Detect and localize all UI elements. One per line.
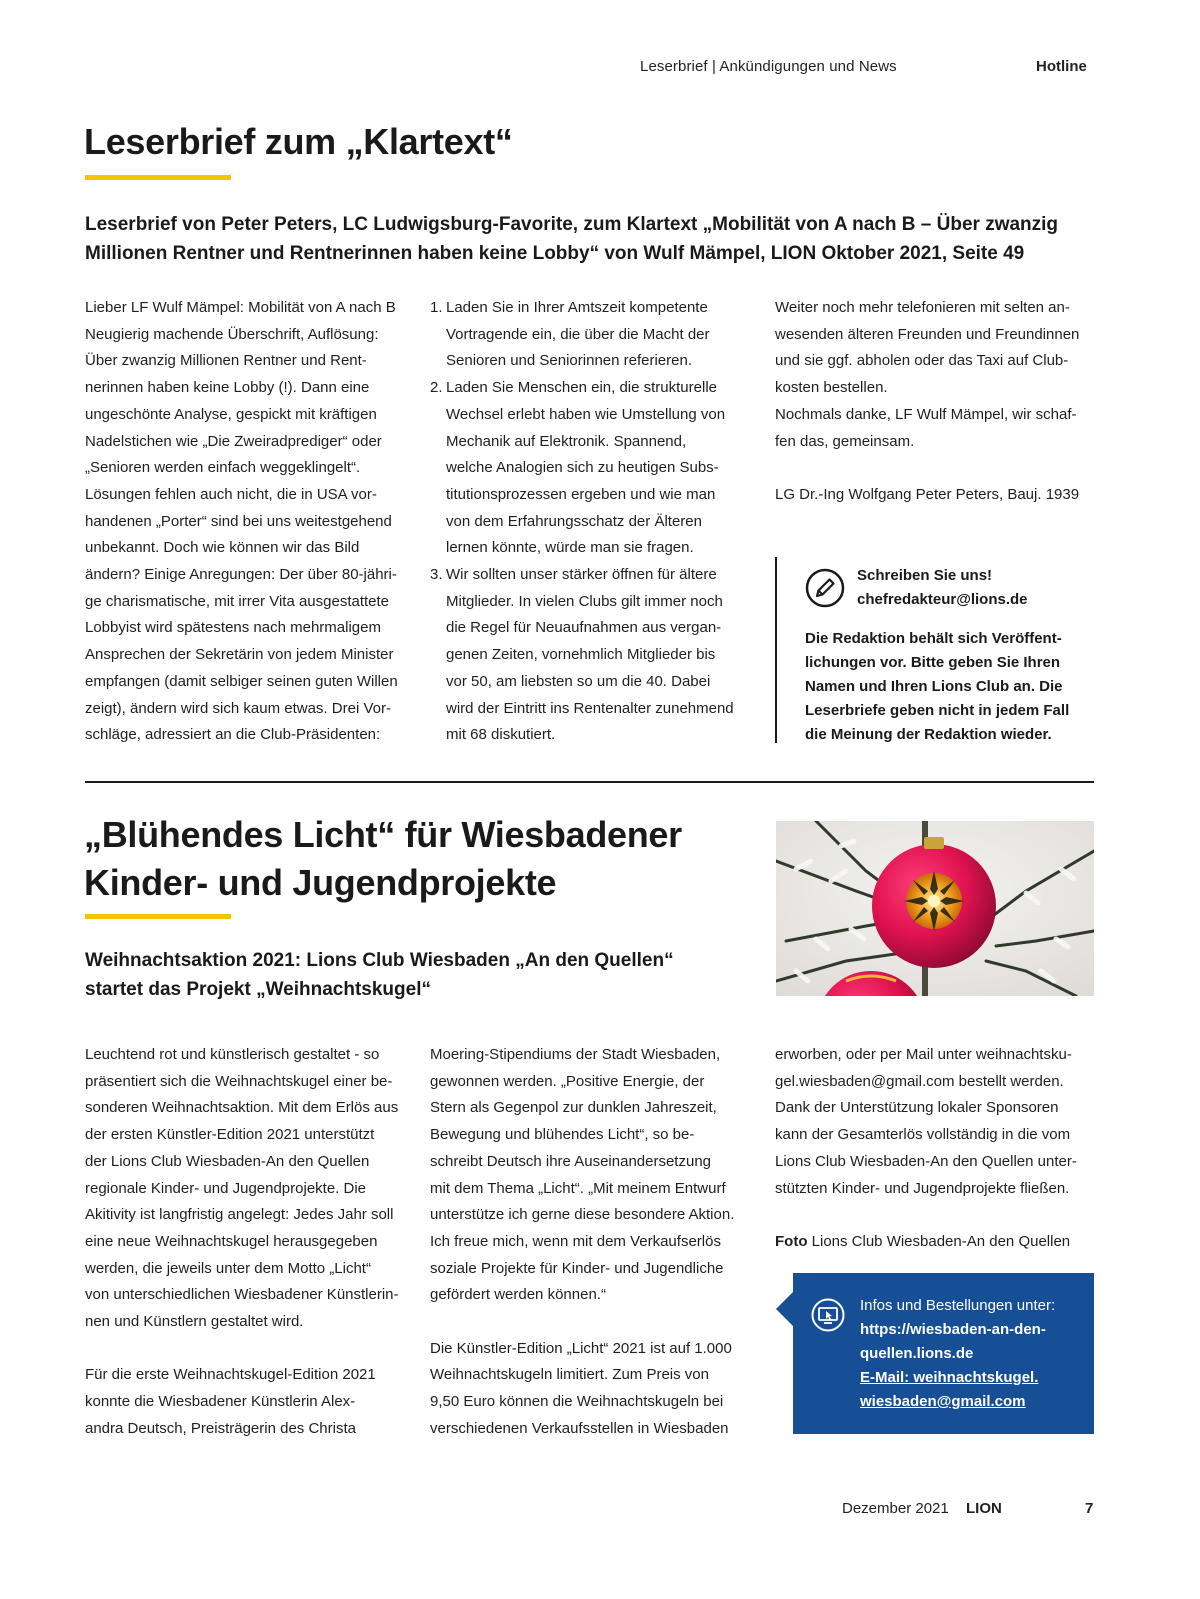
text-line: nen und Künstlern gestaltet wird. bbox=[85, 1313, 304, 1331]
url-line: quellen.lions.de bbox=[860, 1345, 974, 1362]
text-line: Namen und Ihren Lions Club an. Die bbox=[805, 678, 1063, 695]
text-line: soziale Projekte für Kinder- und Jugendliche bbox=[430, 1259, 724, 1277]
article2-column-3 bbox=[775, 1042, 1100, 1256]
text-line: Über zwanzig Millionen Rentner und Rent- bbox=[85, 352, 367, 370]
text-line: wird der Eintritt ins Rentenalter zunehmend bbox=[446, 699, 734, 717]
text-line: die Regel für Neuaufnahmen aus vergan- bbox=[446, 619, 722, 637]
text-line: Moering-Stipendiums der Stadt Wiesbaden, bbox=[430, 1046, 721, 1063]
lead-line: Millionen Rentner und Rentnerinnen haben keine Lobby“ von Wulf Mämpel, LION Oktober 2021, Seite 49 bbox=[85, 243, 1025, 264]
footer-brand: LION bbox=[966, 1500, 1002, 1517]
text-line: handenen „Porter“ sind bei uns weitestgehend bbox=[85, 512, 392, 530]
text-line: Die Redaktion behält sich Veröffent- bbox=[805, 630, 1062, 647]
text-line: von dem Erfahrungsschatz der Älteren bbox=[446, 512, 702, 530]
text-line: Für die erste Weihnachtskugel-Edition 2021 bbox=[85, 1366, 376, 1384]
text-line: fen das, gemeinsam. bbox=[775, 432, 915, 450]
text-line: Leserbriefe geben nicht in jedem Fall bbox=[805, 702, 1070, 719]
text-line: Laden Sie Menschen ein, die strukturelle bbox=[446, 379, 717, 397]
pencil-icon bbox=[805, 568, 845, 608]
text-line: stützten Kinder- und Jugendprojekte fließen. bbox=[775, 1179, 1070, 1197]
text-line: Vortragende ein, die über die Macht der bbox=[446, 325, 710, 343]
text-line: unbekannt. Doch wie können wir das Bild bbox=[85, 539, 360, 557]
text-line: empfangen (damit selbiger seinen guten Willen bbox=[85, 672, 398, 690]
text-line: lichungen vor. Bitte geben Sie Ihren bbox=[805, 654, 1061, 671]
article1-column-1 bbox=[85, 295, 415, 749]
text-line: nerinnen haben keine Lobby (!). Dann eine bbox=[85, 379, 370, 397]
text-line: Bewegung und blühendes Licht“, so be- bbox=[430, 1126, 695, 1144]
info-intro: Infos und Bestellungen unter: bbox=[860, 1297, 1056, 1314]
footer-issue: Dezember 2021 bbox=[842, 1500, 949, 1517]
text-line: welche Analogien sich zu heutigen Subs- bbox=[446, 459, 719, 477]
order-info-text bbox=[860, 1294, 1085, 1414]
text-line: kann der Gesamterlös vollständig in die vom bbox=[775, 1126, 1071, 1144]
note-title: Schreiben Sie uns! bbox=[857, 567, 993, 584]
text-line: Lieber LF Wulf Mämpel: Mobilität von A nach B bbox=[85, 299, 396, 316]
list-number: 1. bbox=[430, 299, 443, 316]
ornament-image bbox=[776, 821, 1094, 996]
text-line: Mitglieder. In vielen Clubs gilt immer noch bbox=[446, 592, 723, 610]
article2-lead bbox=[85, 946, 765, 1004]
article2-title bbox=[84, 811, 764, 907]
lead-line: Weihnachtsaktion 2021: Lions Club Wiesbaden „An den Quellen“ bbox=[85, 950, 674, 971]
list-number: 3. bbox=[430, 566, 443, 584]
text-line: kosten bestellen. bbox=[775, 379, 888, 397]
list-item bbox=[430, 295, 765, 375]
text-line: Stern als Gegenpol zur dunklen Jahreszeit, bbox=[430, 1099, 717, 1117]
title-line: „Blühendes Licht“ für Wiesbadener bbox=[84, 814, 682, 855]
text-line: gefördert werden können.“ bbox=[430, 1286, 606, 1304]
text-line: 9,50 Euro können die Weihnachtskugeln bei bbox=[430, 1393, 724, 1411]
article2-column-1 bbox=[85, 1042, 415, 1443]
list-item bbox=[430, 562, 765, 749]
hotline-label: Hotline bbox=[1036, 58, 1087, 75]
text-line: schreibt Deutsch ihre Auseinandersetzung bbox=[430, 1152, 712, 1170]
url-line: https://wiesbaden-an-den- bbox=[860, 1321, 1046, 1338]
text-line: erworben, oder per Mail unter weihnachtsku- bbox=[775, 1046, 1072, 1063]
text-line: unterstütze ich gerne diese besondere Aktion. bbox=[430, 1206, 735, 1224]
text-line: Weihnachtskugeln limitiert. Zum Preis von bbox=[430, 1366, 709, 1384]
text-line: der ersten Künstler-Edition 2021 unterstützt bbox=[85, 1126, 375, 1144]
text-line: Ansprechen der Sekretärin von jedem Minister bbox=[85, 646, 394, 664]
order-info-box bbox=[793, 1273, 1094, 1434]
text-line: Die Künstler-Edition „Licht“ 2021 ist auf 1.000 bbox=[430, 1339, 732, 1357]
text-line: gewonnen werden. „Positive Energie, der bbox=[430, 1072, 705, 1090]
info-email-link[interactable] bbox=[860, 1366, 1085, 1414]
text-line: Lösungen fehlen auch nicht, die in USA vor- bbox=[85, 485, 377, 503]
text-line: Mechanik auf Elektronik. Spannend, bbox=[446, 432, 687, 450]
text-line: die Meinung der Redaktion wieder. bbox=[805, 726, 1052, 743]
list-number: 2. bbox=[430, 379, 443, 397]
text-line: der Lions Club Wiesbaden-An den Quellen bbox=[85, 1152, 370, 1170]
note-body bbox=[805, 627, 1105, 747]
article1-numbered-list bbox=[430, 295, 765, 749]
photo-credit bbox=[775, 1229, 1100, 1256]
text-line: regionale Kinder- und Jugendprojekte. Die bbox=[85, 1179, 367, 1197]
text-line: zeigt), ändern wird sich kaum etwas. Drei Vor- bbox=[85, 699, 391, 717]
text-line: sonderen Weihnachtsaktion. Mit dem Erlös aus bbox=[85, 1099, 399, 1117]
text-line: verschiedenen Verkaufsstellen in Wiesbaden bbox=[430, 1419, 729, 1437]
note-email-link[interactable]: chefredakteur@lions.de bbox=[857, 591, 1028, 608]
text-line: ungeschönte Analyse, gespickt mit kräftigen bbox=[85, 405, 377, 423]
text-line: mit dem Thema „Licht“. „Mit meinem Entwurf bbox=[430, 1179, 726, 1197]
lead-line: Leserbrief von Peter Peters, LC Ludwigsburg-Favorite, zum Klartext „Mobilität von A nach B – Über zwanzig bbox=[85, 214, 1059, 235]
email-line: E-Mail: weihnachtskugel. bbox=[860, 1369, 1039, 1386]
text-line: „Senioren werden einfach weggeklingelt“. bbox=[85, 459, 361, 477]
photo-credit-label: Foto bbox=[775, 1232, 808, 1250]
text-line: mit 68 diskutiert. bbox=[446, 726, 556, 744]
title-accent-bar bbox=[85, 914, 231, 919]
computer-click-icon bbox=[811, 1298, 845, 1332]
text-line: werden, die jeweils unter dem Motto „Licht“ bbox=[85, 1259, 371, 1277]
text-line: Weiter noch mehr telefonieren mit selten an- bbox=[775, 299, 1070, 316]
text-line: wesenden älteren Freunden und Freundinnen bbox=[775, 325, 1080, 343]
title-line: Kinder- und Jugendprojekte bbox=[84, 862, 557, 903]
section-divider bbox=[85, 781, 1094, 783]
photo-credit-text: Lions Club Wiesbaden-An den Quellen bbox=[807, 1232, 1071, 1250]
text-line: konnte die Wiesbadener Künstlerin Alex- bbox=[85, 1393, 356, 1411]
text-line: Neugierig machende Überschrift, Auflösung: bbox=[85, 325, 379, 343]
text-line: Wir sollten unser stärker öffnen für ältere bbox=[446, 566, 717, 584]
text-line: schläge, adressiert an die Club-Präsidenten: bbox=[85, 726, 381, 744]
text-line: ändern? Einige Anregungen: Der über 80-jähri- bbox=[85, 566, 397, 584]
text-line: präsentiert sich die Weihnachtskugel einer be- bbox=[85, 1072, 393, 1090]
text-line: Nochmals danke, LF Wulf Mämpel, wir schaf- bbox=[775, 405, 1077, 423]
article1-column-3 bbox=[775, 295, 1100, 509]
text-line: Senioren und Seniorinnen referieren. bbox=[446, 352, 692, 370]
list-item bbox=[430, 375, 765, 562]
text-line: ge charismatische, mit irrer Vita ausgestattete bbox=[85, 592, 390, 610]
text-line: von unterschiedlichen Wiesbadener Künstlerin- bbox=[85, 1286, 399, 1304]
text-line: vor 50, am liebsten so um die 40. Dabei bbox=[446, 672, 711, 690]
text-line: andra Deutsch, Preisträgerin des Christa bbox=[85, 1419, 356, 1437]
text-line: Leuchtend rot und künstlerisch gestaltet - so bbox=[85, 1046, 380, 1063]
text-line: und sie ggf. abholen oder das Taxi auf Club- bbox=[775, 352, 1069, 370]
lead-line: startet das Projekt „Weihnachtskugel“ bbox=[85, 979, 431, 1000]
article1-title: Leserbrief zum „Klartext“ bbox=[84, 121, 513, 162]
letter-signature: LG Dr.-Ing Wolfgang Peter Peters, Bauj. 1939 bbox=[775, 485, 1080, 503]
note-heading bbox=[857, 564, 1028, 612]
email-line: wiesbaden@gmail.com bbox=[860, 1393, 1026, 1410]
text-line: eine neue Weihnachtskugel herausgegeben bbox=[85, 1232, 378, 1250]
text-line: Lions Club Wiesbaden-An den Quellen unter- bbox=[775, 1152, 1077, 1170]
text-line: titutionsprozessen ergeben und wie man bbox=[446, 485, 716, 503]
text-line: Akitivity ist langfristig angelegt: Jedes Jahr soll bbox=[85, 1206, 394, 1224]
christmas-ornament-photo bbox=[776, 821, 1094, 996]
title-accent-bar bbox=[85, 175, 231, 180]
article2-column-2 bbox=[430, 1042, 765, 1443]
editorial-note bbox=[775, 557, 1102, 743]
callout-pointer bbox=[776, 1292, 793, 1326]
text-line: Ich freue mich, wenn mit dem Verkaufserlös bbox=[430, 1232, 721, 1250]
article1-lead bbox=[85, 210, 1105, 268]
text-line: genen Zeiten, vornehmlich Mitglieder bis bbox=[446, 646, 716, 664]
page-number: 7 bbox=[1085, 1500, 1094, 1517]
text-line: lernen könnte, würde man sie fragen. bbox=[446, 539, 694, 557]
info-url-link[interactable] bbox=[860, 1318, 1085, 1366]
text-line: Laden Sie in Ihrer Amtszeit kompetente bbox=[446, 299, 708, 316]
text-line: gel.wiesbaden@gmail.com bestellt werden. bbox=[775, 1072, 1064, 1090]
section-breadcrumb: Leserbrief | Ankündigungen und News bbox=[640, 58, 897, 75]
text-line: Wechsel erlebt haben wie Umstellung von bbox=[446, 405, 726, 423]
text-line: Lobbyist wird spätestens nach mehrmaligem bbox=[85, 619, 381, 637]
text-line: Nadelstichen wie „Die Zweiradprediger“ oder bbox=[85, 432, 382, 450]
text-line: Dank der Unterstützung lokaler Sponsoren bbox=[775, 1099, 1059, 1117]
